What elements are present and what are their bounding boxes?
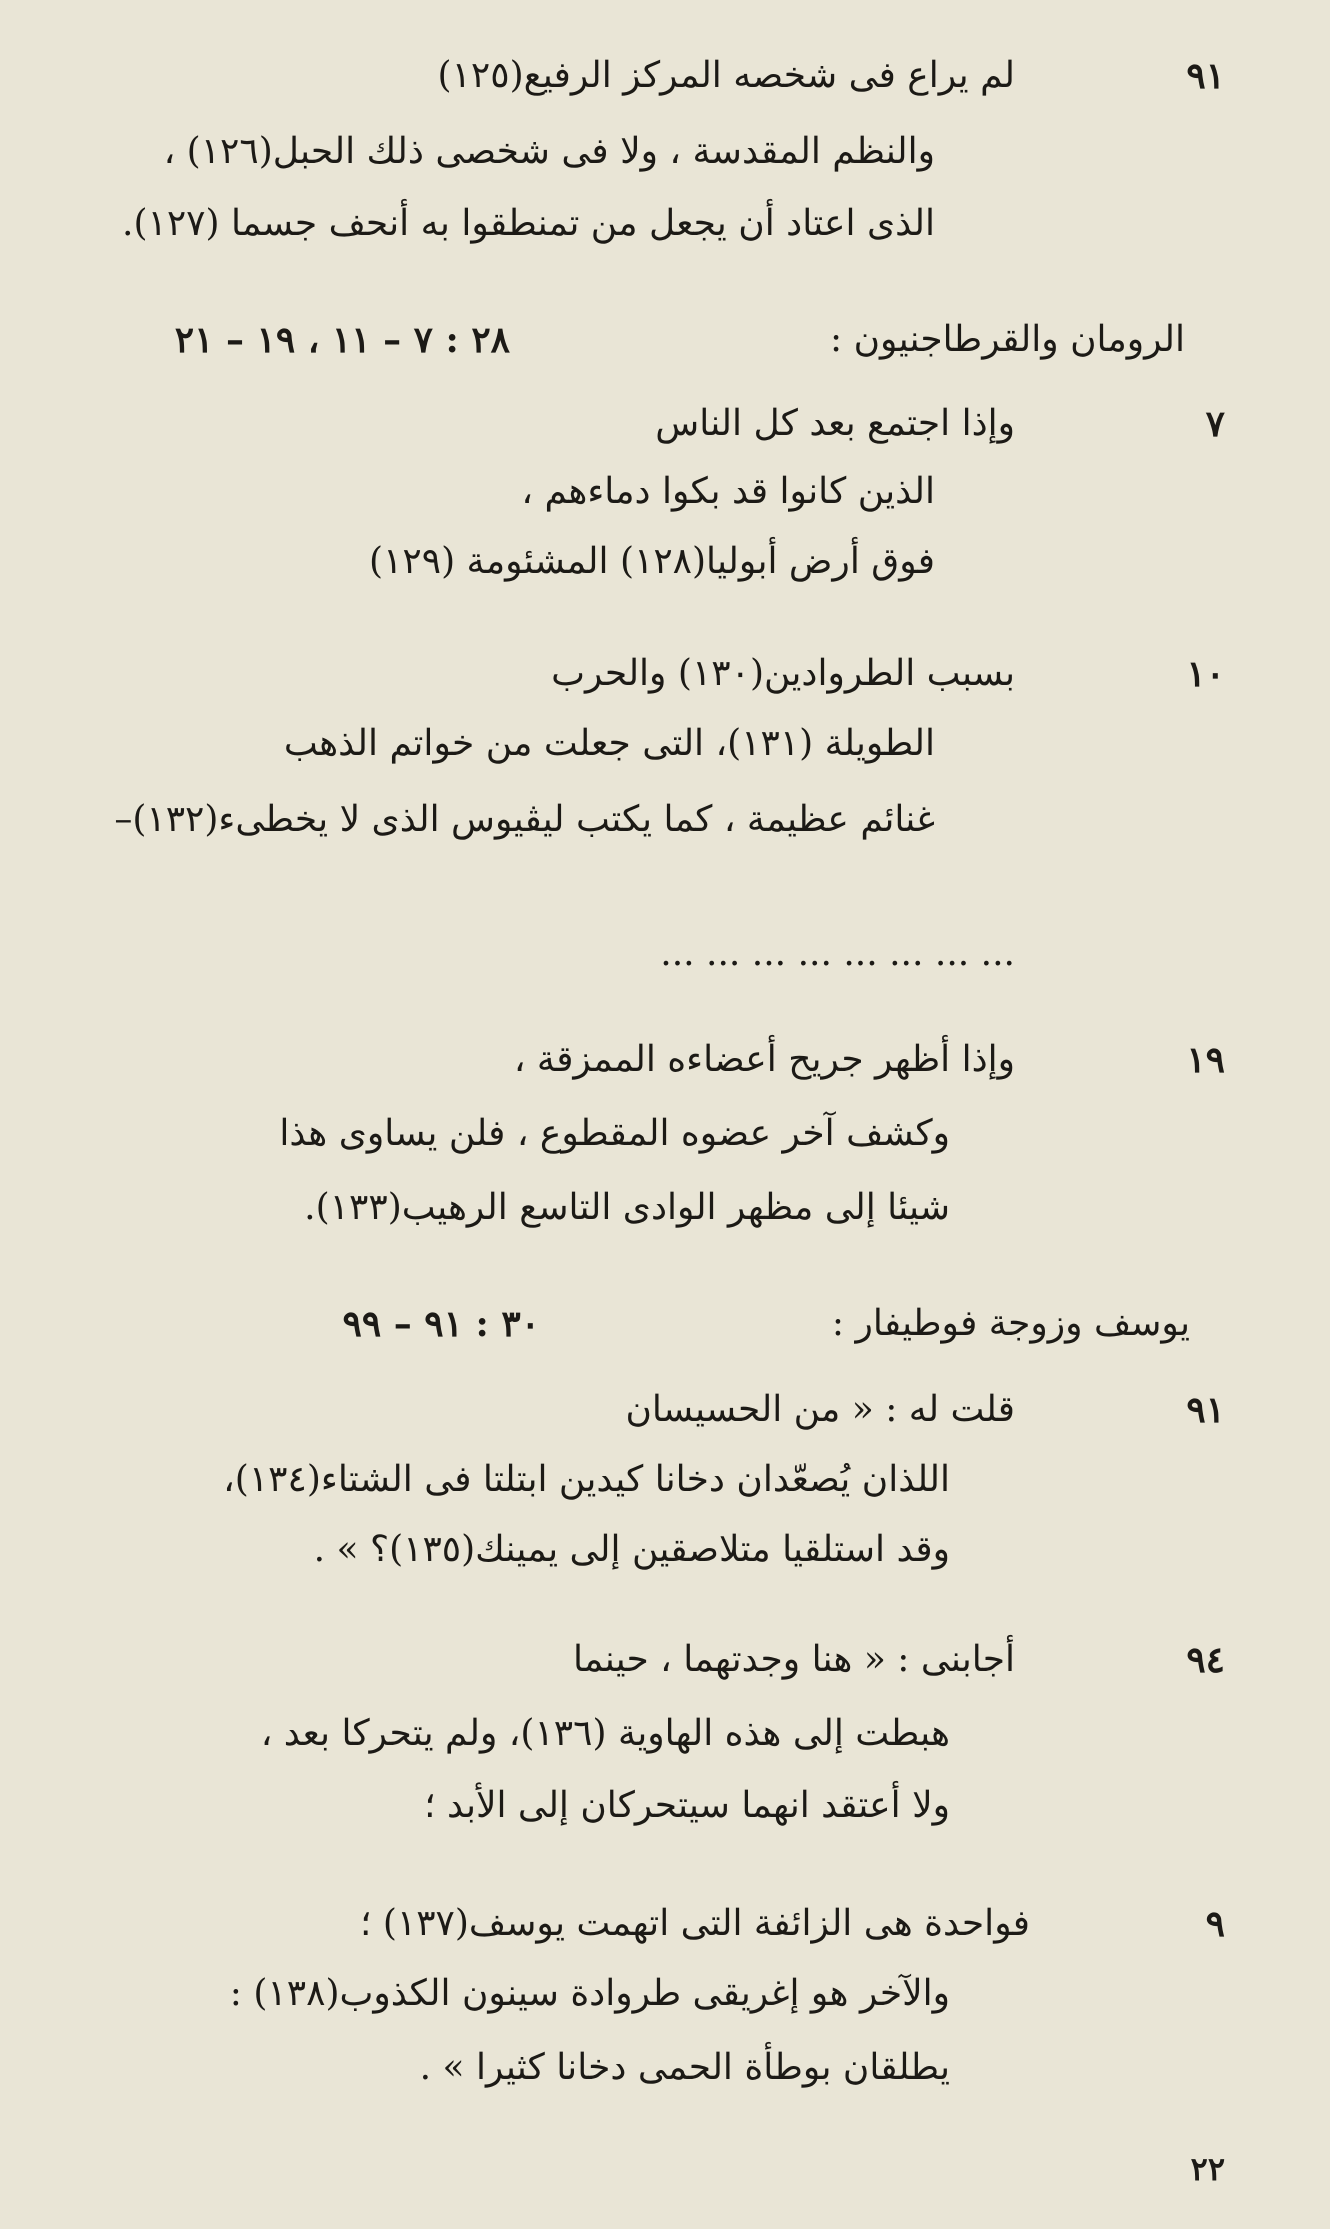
section-heading: الرومان والقرطاجنيون :	[830, 319, 1185, 360]
verse-line: فوق أرض أبوليا(١٢٨) المشئومة (١٢٩)	[369, 541, 935, 582]
verse-line: والنظم المقدسة ، ولا فى شخصى ذلك الحبل(١٢٦) ،	[163, 131, 935, 172]
verse-line: أجابنى : « هنا وجدتهما ، حينما	[572, 1639, 1015, 1680]
page-number: ٢٢	[1190, 2150, 1225, 2188]
verse-line: الطويلة (١٣١)، التى جعلت من خواتم الذهب	[283, 723, 935, 764]
verse-number: ٩	[1205, 1903, 1225, 1945]
verse-line: اللذان يُصعّدان دخانا كيدين ابتلتا فى الشتاء(١٣٤)،	[223, 1459, 950, 1500]
verse-number: ٩٤	[1186, 1639, 1225, 1681]
verse-line: لم يراع فى شخصه المركز الرفيع(١٢٥)	[437, 55, 1015, 96]
verse-line: هبطت إلى هذه الهاوية (١٣٦)، ولم يتحركا بعد ،	[260, 1713, 950, 1754]
verse-line: يطلقان بوطأة الحمى دخانا كثيرا » .	[419, 2047, 950, 2088]
canto-reference: ٣٠ : ٩١ – ٩٩	[342, 1303, 540, 1345]
section-heading: يوسف وزوجة فوطيفار :	[831, 1303, 1190, 1344]
verse-line: وقد استلقيا متلاصقين إلى يمينك(١٣٥)؟ » .	[313, 1529, 950, 1570]
verse-line: وإذا أظهر جريح أعضاءه الممزقة ،	[513, 1039, 1015, 1080]
verse-line: الذى اعتاد أن يجعل من تمنطقوا به أنحف جسما (١٢٧).	[122, 203, 935, 244]
canto-reference: ٢٨ : ٧ – ١١ ، ١٩ – ٢١	[174, 319, 510, 361]
verse-line: وكشف آخر عضوه المقطوع ، فلن يساوى هذا	[279, 1113, 950, 1154]
verse-number: ٩١	[1186, 55, 1225, 97]
verse-line: ولا أعتقد انهما سيتحركان إلى الأبد ؛	[424, 1785, 950, 1826]
verse-line: والآخر هو إغريقى طروادة سينون الكذوب(١٣٨) :	[229, 1973, 950, 2014]
verse-line: شيئا إلى مظهر الوادى التاسع الرهيب(١٣٣).	[304, 1187, 950, 1228]
verse-line: فواحدة هى الزائفة التى اتهمت يوسف(١٣٧) ؛	[359, 1903, 1030, 1944]
verse-line: قلت له : « من الحسيسان	[625, 1389, 1015, 1430]
verse-number: ٧	[1205, 403, 1225, 445]
ellipsis-row: ... ... ... ... ... ... ... ...	[660, 933, 1015, 974]
verse-line: بسبب الطروادين(١٣٠) والحرب	[551, 653, 1015, 694]
verse-number: ١٠	[1186, 653, 1225, 695]
verse-number: ١٩	[1186, 1039, 1225, 1081]
verse-line: وإذا اجتمع بعد كل الناس	[655, 403, 1015, 444]
verse-number: ٩١	[1186, 1389, 1225, 1431]
verse-line: الذين كانوا قد بكوا دماءهم ،	[521, 471, 935, 512]
verse-line: غنائم عظيمة ، كما يكتب ليڤيوس الذى لا يخطىء(١٣٢)–	[114, 799, 935, 840]
